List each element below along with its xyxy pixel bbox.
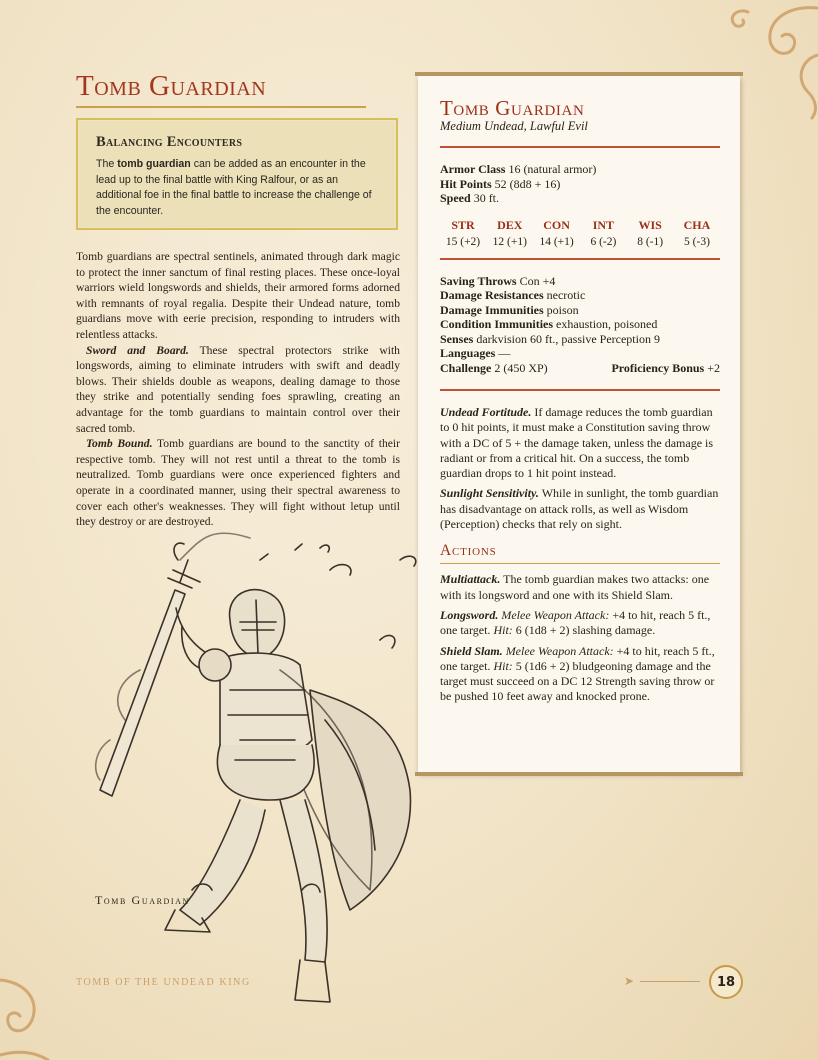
languages-value: — (495, 346, 511, 360)
title-divider (76, 106, 366, 108)
senses-label: Senses (440, 331, 474, 346)
damage-resistances-value: necrotic (543, 288, 586, 302)
paragraph-heading: Sword and Board. (86, 343, 189, 357)
trait-sunlight-sensitivity (440, 486, 720, 532)
page-title: Tomb Guardian (76, 70, 267, 102)
damage-resistances (440, 288, 720, 303)
challenge-value: 2 (450 XP) (491, 360, 548, 375)
action-longsword (440, 608, 720, 639)
hit-label: Hit: (493, 623, 513, 638)
creature-type: Medium Undead, Lawful Evil (440, 119, 588, 133)
speed (440, 191, 720, 206)
saving-throws-value: Con +4 (516, 273, 556, 288)
damage-immunities-value: poison (543, 302, 579, 317)
challenge (440, 361, 548, 376)
stat-divider (440, 258, 720, 260)
saving-throws-label: Saving Throws (440, 273, 517, 288)
speed-value: 30 ft. (470, 191, 500, 205)
languages (440, 346, 720, 361)
ability-value: 8 (-1) (637, 235, 664, 248)
ability-value: 5 (-3) (684, 235, 710, 248)
stat-divider (440, 389, 720, 391)
ability-name: CHA (683, 217, 711, 232)
action-text: +4 to hit, reach 5 ft., one target. (440, 607, 711, 638)
ability-name: WIS (638, 217, 662, 232)
senses (440, 332, 720, 347)
action-name: Longsword. (440, 607, 499, 622)
attack-type: Melee Weapon Attack: (502, 643, 614, 658)
proficiency-bonus (611, 361, 720, 376)
condition-immunities (440, 317, 720, 332)
trait-name: Undead Fortitude. (440, 405, 532, 419)
ability-str (442, 218, 484, 248)
illustration-caption: Tomb Guardian (95, 893, 190, 907)
action-text: The tomb guardian makes two attacks: one with its longsword and one with its Shield Slam. (440, 572, 710, 602)
languages-label: Languages (440, 346, 496, 360)
footer-arrow-icon: ➤ (624, 974, 635, 988)
senses-value: darkvision 60 ft., passive Perception 9 (473, 331, 660, 346)
paragraph-text: Tomb guardians are bound to the sanctity of their respective tomb. They will not rest until a threat to the tomb is neutralized. Tomb guardians were once experienced fighters and operate in a coordinated manner, using their spectral awareness to cover each other's weaknesses. They will fight without letup until they destroy or are destroyed. (76, 437, 400, 529)
hit-points-value: 52 (8d8 + 16) (491, 176, 561, 191)
paragraph-text: These spectral protectors strike with longswords, aiming to eliminate intruders with swift and deadly blows. Their shields double as weapons, dealing damage to those they strike and potentially sending foes sprawling, creating an advantage for the tomb guardians to maintain control over their sacred tomb. (76, 343, 400, 435)
hit-points (440, 177, 720, 192)
ability-cha (676, 218, 718, 248)
trait-undead-fortitude (440, 405, 720, 481)
hit-points-label: Hit Points (440, 176, 492, 191)
ability-value: 15 (+2) (445, 235, 481, 248)
ability-name: CON (543, 217, 570, 232)
hit-label: Hit: (493, 658, 513, 673)
ability-value: 14 (+1) (539, 235, 574, 248)
stat-divider (440, 146, 720, 148)
action-text: +4 to hit, reach 5 ft., one target. (440, 643, 715, 673)
trait-name: Sunlight Sensitivity. (440, 486, 539, 501)
stat-block (418, 76, 740, 772)
ability-name: INT (592, 217, 615, 232)
damage-immunities-label: Damage Immunities (440, 302, 544, 317)
challenge-label: Challenge (440, 360, 492, 375)
armor-class-label: Armor Class (440, 162, 506, 176)
page-number: 18 (709, 965, 743, 999)
creature-name: Tomb Guardian (440, 96, 585, 120)
intro-paragraph: Tomb guardians are spectral sentinels, animated through dark magic to protect the inner sanctum of final resting places. These once-loyal warriors wield longswords and shields, their armored forms adorned with remnants of royal regalia. Despite their Undead nature, tomb guardians move with eerie precision, responding to intruders with relentless attacks. (76, 250, 400, 341)
challenge-row (440, 361, 720, 376)
armor-class (440, 162, 720, 177)
ability-con (536, 218, 578, 248)
note-text (96, 157, 378, 219)
action-multiattack (440, 572, 720, 603)
saving-throws (440, 274, 720, 289)
ability-dex (489, 218, 531, 248)
sidebar-note-box (76, 118, 398, 230)
damage-text: 5 (1d6 + 2) bludgeoning damage and the target must succeed on a DC 12 Strength saving throw or be pushed 10 feet away and knocked prone. (440, 658, 715, 704)
ability-value: 6 (-2) (590, 235, 617, 248)
note-text-a: The (96, 158, 118, 170)
proficiency-bonus-label: Proficiency Bonus (611, 360, 705, 375)
ability-scores (440, 218, 720, 248)
actions-divider (440, 563, 720, 564)
action-name: Shield Slam. (440, 643, 503, 658)
ability-name: DEX (497, 217, 523, 232)
ability-name: STR (451, 217, 475, 232)
corner-swirl-ornament (0, 950, 80, 1060)
damage-resistances-label: Damage Resistances (440, 288, 544, 302)
condition-immunities-label: Condition Immunities (440, 317, 554, 331)
damage-immunities (440, 303, 720, 318)
sword-and-board-paragraph (76, 343, 400, 437)
tomb-bound-paragraph (76, 436, 400, 530)
body-text (76, 249, 400, 530)
trait-text: While in sunlight, the tomb guardian has disadvantage on attack rolls, as well as Wisdom (Perception) checks that rely on sight. (440, 486, 719, 532)
actions-heading: Actions (440, 542, 497, 560)
proficiency-bonus-value: +2 (704, 360, 720, 375)
note-title: Balancing Encounters (96, 134, 243, 150)
condition-immunities-value: exhaustion, poisoned (553, 317, 658, 331)
tomb-guardian-illustration (80, 530, 440, 1050)
trait-text: If damage reduces the tomb guardian to 0 hit points, it must make a Constitution saving throw with a DC of 5 + the damage taken, unless the damage is radiant or from a critical hit. On a success, the tomb guardian drops to 1 hit point instead. (440, 405, 714, 481)
paragraph-heading: Tomb Bound. (86, 437, 153, 451)
footer-title: TOMB OF THE UNDEAD KING (76, 977, 251, 988)
ability-int (582, 218, 624, 248)
speed-label: Speed (440, 191, 471, 205)
damage-text: 6 (1d8 + 2) slashing damage. (512, 623, 656, 638)
ability-wis (629, 218, 671, 248)
footer-divider (640, 981, 700, 982)
armor-class-value: 16 (natural armor) (505, 162, 597, 176)
ability-value: 12 (+1) (492, 235, 527, 248)
note-text-b: can be added as an encounter in the lead up to the final battle with King Ralfour, or as an additional foe in the final battle to increase the challenge of the encounter. (96, 158, 372, 217)
attack-type: Melee Weapon Attack: (498, 607, 610, 622)
action-shield-slam (440, 644, 720, 705)
action-name: Multiattack. (440, 572, 501, 587)
note-text-bold: tomb guardian (117, 158, 191, 170)
